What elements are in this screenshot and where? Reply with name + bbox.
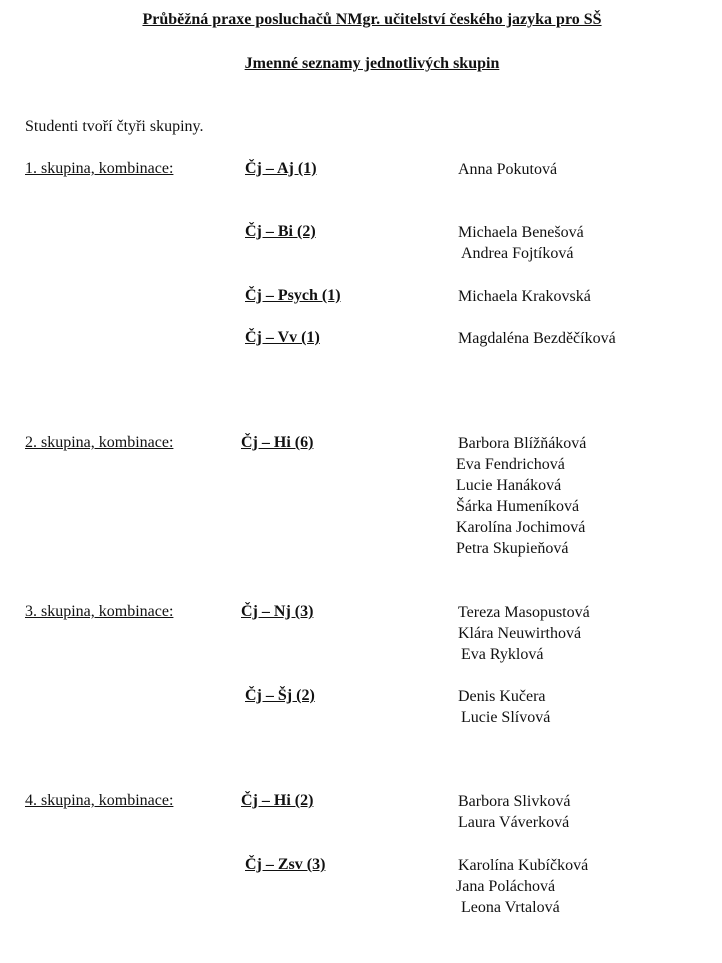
page-subtitle: Jmenné seznamy jednotlivých skupin [244,55,500,72]
student-name: Lucie Slívová [461,709,551,726]
group-1-combo-4: Čj – Vv (1) [245,329,320,346]
group-1-combo-1-students [458,159,557,180]
group-4-combo-1: Čj – Hi (2) [241,792,314,809]
group-4-combo-2-students [458,855,588,918]
group-3-combo-2-students [458,686,550,728]
group-3-combo-1: Čj – Nj (3) [241,603,314,620]
student-name: Barbora Blížňáková [458,435,587,452]
group-1-combo-3-students [458,286,591,307]
group-1-combo-3: Čj – Psych (1) [245,287,341,304]
student-name: Karolína Kubíčková [458,857,589,874]
group-4-combo-2: Čj – Zsv (3) [245,856,326,873]
student-name: Jana Poláchová [456,878,556,895]
page-title: Průběžná praxe posluchačů NMgr. učitelství českého jazyka pro SŠ [142,11,602,28]
student-name: Denis Kučera [458,688,546,705]
group-2-label: 2. skupina, kombinace: [25,434,174,451]
intro-text: Studenti tvoří čtyři skupiny. [25,118,204,135]
group-3-combo-2: Čj – Šj (2) [245,687,315,704]
student-name: Eva Fendrichová [456,456,565,473]
student-name: Petra Skupieňová [456,540,569,557]
group-3-combo-1-students [458,602,590,665]
group-4-combo-1-students [458,791,570,833]
student-name: Michaela Krakovská [458,288,591,305]
student-name: Laura Váverková [458,814,570,831]
group-1-combo-2: Čj – Bi (2) [245,223,316,240]
group-2-combo-1: Čj – Hi (6) [241,434,314,451]
student-name: Andrea Fojtíková [461,245,574,262]
group-1-label: 1. skupina, kombinace: [25,160,174,177]
student-name: Klára Neuwirthová [458,625,582,642]
student-name: Barbora Slivková [458,793,571,810]
student-name: Tereza Masopustová [458,604,590,621]
group-4-label: 4. skupina, kombinace: [25,792,174,809]
student-name: Magdaléna Bezděčíková [458,330,616,347]
student-name: Eva Ryklová [461,646,544,663]
group-1-combo-4-students [458,328,616,349]
group-1-combo-2-students [458,222,584,264]
group-1-combo-1: Čj – Aj (1) [245,160,317,177]
group-2-combo-1-students [458,433,586,559]
student-name: Karolína Jochimová [456,519,586,536]
student-name: Šárka Humeníková [456,498,580,515]
student-name: Leona Vrtalová [461,899,560,916]
student-name: Lucie Hanáková [456,477,562,494]
student-name: Anna Pokutová [458,161,558,178]
student-name: Michaela Benešová [458,224,584,241]
group-3-label: 3. skupina, kombinace: [25,603,174,620]
